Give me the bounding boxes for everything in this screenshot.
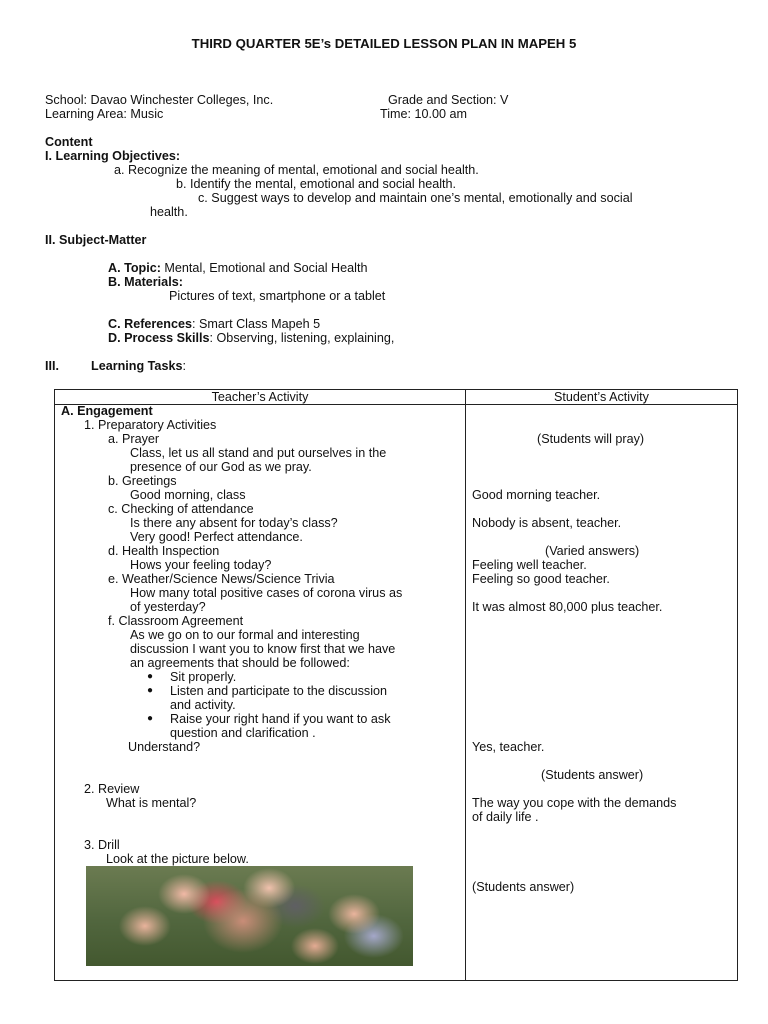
learning-tasks-number: III. [45, 359, 59, 373]
weather-text-1: How many total positive cases of corona virus as [130, 586, 403, 600]
agreement-rule-1: Sit properly. [170, 670, 237, 684]
prayer-text-2: presence of our God as we pray. [130, 460, 312, 474]
objective-a: a. Recognize the meaning of mental, emotional and social health. [114, 163, 479, 177]
review-item: 2. Review [84, 782, 140, 796]
student-varied-answers: (Varied answers) [545, 544, 640, 558]
document-title: THIRD QUARTER 5E’s DETAILED LESSON PLAN IN MAPEH 5 [191, 36, 577, 51]
weather-item: e. Weather/Science News/Science Trivia [108, 572, 335, 586]
greetings-text: Good morning, class [130, 488, 246, 502]
bullet-icon: ● [147, 671, 154, 682]
topic-value: Mental, Emotional and Social Health [160, 261, 368, 275]
student-activity-header: Student’s Activity [466, 390, 738, 405]
student-feeling-response-1: Feeling well teacher. [472, 558, 587, 572]
prayer-item: a. Prayer [108, 432, 160, 446]
teacher-activity-header: Teacher’s Activity [55, 390, 466, 405]
student-attendance-response: Nobody is absent, teacher. [472, 516, 622, 530]
time-field: Time: 10.00 am [380, 107, 468, 121]
content-heading: Content [45, 135, 93, 149]
drill-item: 3. Drill [84, 838, 120, 852]
health-inspection-text: Hows your feeling today? [130, 558, 272, 572]
agreement-rule-2: Listen and participate to the discussion [170, 684, 388, 698]
references-label: C. References [108, 317, 192, 331]
school-field: School: Davao Winchester Colleges, Inc. [45, 93, 274, 107]
children-hands-photo [86, 866, 413, 966]
student-feeling-response-2: Feeling so good teacher. [472, 572, 610, 586]
objective-c-continued: health. [150, 205, 188, 219]
student-cases-response: It was almost 80,000 plus teacher. [472, 600, 663, 614]
preparatory-activities: 1. Preparatory Activities [84, 418, 217, 432]
grade-section-field: Grade and Section: V [388, 93, 509, 107]
bullet-icon: ● [147, 713, 154, 724]
topic-label: A. Topic: [108, 261, 161, 275]
student-answer: (Students answer) [541, 768, 644, 782]
attendance-item: c. Checking of attendance [108, 502, 254, 516]
process-skills-value: : Observing, listening, explaining, [209, 331, 395, 345]
student-mental-response-2: of daily life . [472, 810, 539, 824]
objectives-heading: I. Learning Objectives: [45, 149, 181, 163]
objective-b: b. Identify the mental, emotional and social health. [176, 177, 457, 191]
review-question: What is mental? [106, 796, 197, 810]
student-understand-response: Yes, teacher. [472, 740, 545, 754]
prayer-text-1: Class, let us all stand and put ourselves in the [130, 446, 387, 460]
table-header-row [55, 390, 738, 405]
subject-matter-heading: II. Subject-Matter [45, 233, 147, 247]
classroom-agreement-item: f. Classroom Agreement [108, 614, 244, 628]
engagement-heading: A. Engagement [61, 404, 153, 418]
agreement-rule-3: Raise your right hand if you want to ask [170, 712, 391, 726]
agreement-rule-3-continued: question and clarification . [170, 726, 316, 740]
agreement-text-1: As we go on to our formal and interesting [130, 628, 360, 642]
student-prayer-response: (Students will pray) [537, 432, 645, 446]
agreement-text-3: an agreements that should be followed: [130, 656, 350, 670]
references-line [108, 317, 320, 331]
drill-instruction: Look at the picture below. [106, 852, 249, 866]
learning-tasks-label: Learning Tasks [91, 359, 183, 373]
objective-c: c. Suggest ways to develop and maintain one’s mental, emotionally and social [198, 191, 633, 205]
weather-text-2: of yesterday? [130, 600, 206, 614]
materials-label: B. Materials: [108, 275, 183, 289]
health-inspection-item: d. Health Inspection [108, 544, 220, 558]
greetings-item: b. Greetings [108, 474, 177, 488]
learning-tasks-colon: : [182, 359, 186, 373]
understand-question: Understand? [128, 740, 201, 754]
student-greeting-response: Good morning teacher. [472, 488, 601, 502]
materials-value: Pictures of text, smartphone or a tablet [169, 289, 386, 303]
bullet-icon: ● [147, 685, 154, 696]
student-mental-response-1: The way you cope with the demands [472, 796, 677, 810]
attendance-text-2: Very good! Perfect attendance. [130, 530, 303, 544]
attendance-text-1: Is there any absent for today’s class? [130, 516, 338, 530]
references-value: : Smart Class Mapeh 5 [192, 317, 321, 331]
agreement-rule-2-continued: and activity. [170, 698, 236, 712]
topic-line [108, 261, 367, 275]
agreement-text-2: discussion I want you to know first that we have [130, 642, 396, 656]
process-skills-label: D. Process Skills [108, 331, 210, 345]
learning-area-field: Learning Area: Music [45, 107, 164, 121]
student-drill-answer: (Students answer) [472, 880, 575, 894]
learning-tasks-heading [91, 359, 186, 373]
process-skills-line [108, 331, 394, 345]
